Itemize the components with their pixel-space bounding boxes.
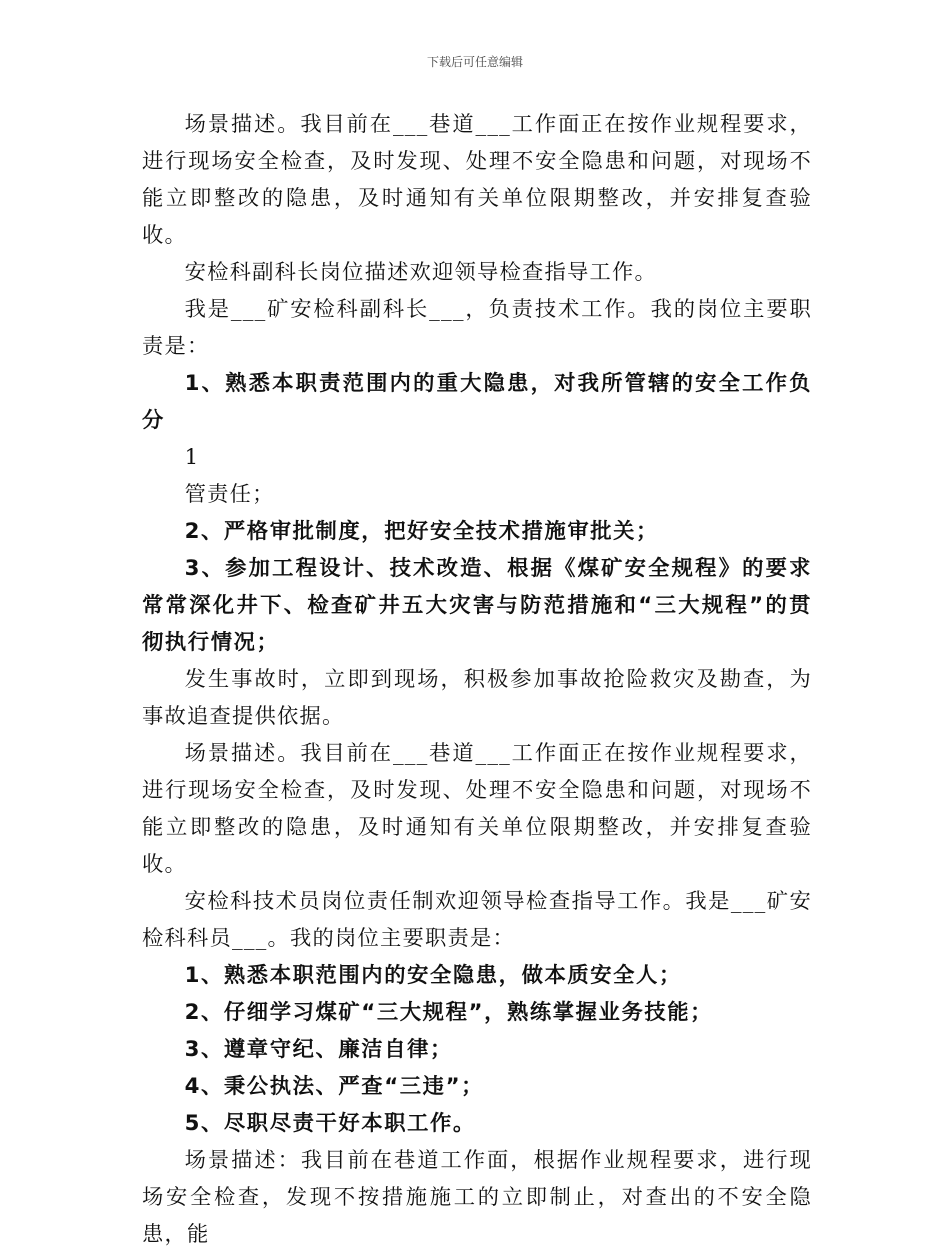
paragraph-scene-description-1: 场景描述。我目前在___巷道___工作面正在按作业规程要求，进行现场安全检查，及时发现、处理不安全隐患和问题，对现场不能立即整改的隐患，及时通知有关单位限期整改，并安排复查验收。	[142, 112, 812, 248]
duty-item-1: 1、熟悉本职责范围内的重大隐患，对我所管辖的安全工作负分	[142, 371, 812, 433]
paragraph-deputy-chief-intro: 安检科副科长岗位描述欢迎领导检查指导工作。	[184, 260, 658, 285]
page-number: 1	[184, 445, 200, 470]
page-header: 下载后可任意编辑	[426, 55, 523, 69]
paragraph-deputy-chief-duties-intro: 我是___矿安检科副科长___，负责技术工作。我的岗位主要职责是：	[142, 297, 812, 359]
technician-duty-5: 5、尽职尽责干好本职工作。	[184, 1111, 476, 1136]
paragraph-scene-description-3: 场景描述：我目前在巷道工作面，根据作业规程要求，进行现场安全检查，发现不按措施施工的立即制止，对查出的不安全隐患，能	[142, 1148, 812, 1247]
document-body	[142, 106, 812, 1253]
technician-duty-3: 3、遵章守纪、廉洁自律；	[184, 1037, 453, 1062]
paragraph-technician-intro: 安检科技术员岗位责任制欢迎领导检查指导工作。我是___矿安检科科员___。我的岗位主要职责是：	[142, 889, 812, 951]
duty-item-1-continued: 管责任；	[184, 482, 275, 507]
duty-item-2: 2、严格审批制度，把好安全技术措施审批关；	[184, 519, 659, 544]
paragraph-scene-description-2: 场景描述。我目前在___巷道___工作面正在按作业规程要求，进行现场安全检查，及时发现、处理不安全隐患和问题，对现场不能立即整改的隐患，及时通知有关单位限期整改，并安排复查验收。	[142, 741, 812, 877]
technician-duty-4: 4、秉公执法、严查“三违”；	[184, 1074, 485, 1099]
technician-duty-1: 1、熟悉本职范围内的安全隐患，做本质安全人；	[184, 963, 682, 988]
technician-duty-2: 2、仔细学习煤矿“三大规程”，熟练掌握业务技能；	[184, 1000, 714, 1025]
duty-item-3: 3、参加工程设计、技术改造、根据《煤矿安全规程》的要求常常深化井下、检查矿井五大灾害与防范措施和“三大规程”的贯彻执行情况；	[142, 556, 812, 655]
paragraph-accident-response: 发生事故时，立即到现场，积极参加事故抢险救灾及勘查，为事故追查提供依据。	[142, 667, 812, 729]
